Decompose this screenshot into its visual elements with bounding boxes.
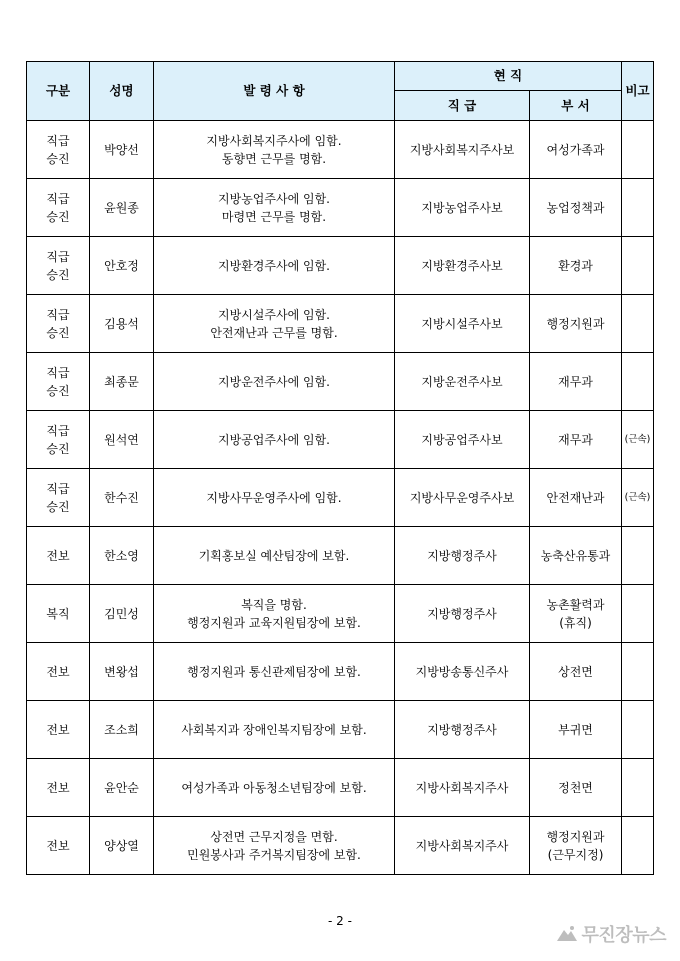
header-name: 성명 (90, 62, 154, 121)
table-row (27, 295, 654, 353)
category-cell: 직급 승진 (27, 179, 90, 237)
rank-cell: 지방행정주사 (395, 585, 530, 643)
table-row (27, 643, 654, 701)
table-row (27, 121, 654, 179)
note-cell (622, 585, 654, 643)
note-cell (622, 817, 654, 875)
name-cell: 안호정 (90, 237, 154, 295)
rank-cell: 지방사무운영주사보 (395, 469, 530, 527)
dept-cell: 안전재난과 (530, 469, 622, 527)
name-cell: 윤안순 (90, 759, 154, 817)
header-current: 현 직 (395, 62, 622, 91)
note-cell (622, 237, 654, 295)
order-cell: 기획홍보실 예산팀장에 보함. (154, 527, 395, 585)
note-cell: (근속) (622, 469, 654, 527)
name-cell: 양상열 (90, 817, 154, 875)
order-cell: 지방운전주사에 임함. (154, 353, 395, 411)
category-cell: 전보 (27, 759, 90, 817)
order-cell: 사회복지과 장애인복지팀장에 보함. (154, 701, 395, 759)
dept-cell: 농업정책과 (530, 179, 622, 237)
name-cell: 최종문 (90, 353, 154, 411)
note-cell (622, 527, 654, 585)
category-cell: 직급 승진 (27, 237, 90, 295)
category-cell: 복직 (27, 585, 90, 643)
order-cell: 지방사무운영주사에 임함. (154, 469, 395, 527)
table-row (27, 469, 654, 527)
mountain-logo-icon (556, 925, 578, 943)
note-cell (622, 353, 654, 411)
name-cell: 김용석 (90, 295, 154, 353)
appointments-table (26, 61, 654, 875)
category-cell: 직급 승진 (27, 411, 90, 469)
note-cell (622, 121, 654, 179)
name-cell: 원석연 (90, 411, 154, 469)
table-header (27, 62, 654, 121)
category-cell: 전보 (27, 527, 90, 585)
order-cell: 행정지원과 통신관제팀장에 보함. (154, 643, 395, 701)
rank-cell: 지방공업주사보 (395, 411, 530, 469)
header-category: 구분 (27, 62, 90, 121)
header-note: 비고 (622, 62, 654, 121)
category-cell: 전보 (27, 701, 90, 759)
note-cell: (근속) (622, 411, 654, 469)
name-cell: 박양선 (90, 121, 154, 179)
rank-cell: 지방행정주사 (395, 701, 530, 759)
order-cell: 지방시설주사에 임함. 안전재난과 근무를 명함. (154, 295, 395, 353)
rank-cell: 지방운전주사보 (395, 353, 530, 411)
category-cell: 전보 (27, 817, 90, 875)
order-cell: 지방환경주사에 임함. (154, 237, 395, 295)
order-cell: 지방공업주사에 임함. (154, 411, 395, 469)
page-number: - 2 - (328, 914, 352, 928)
dept-cell: 부귀면 (530, 701, 622, 759)
order-cell: 여성가족과 아동청소년팀장에 보함. (154, 759, 395, 817)
dept-cell: 상전면 (530, 643, 622, 701)
dept-cell: 농축산유통과 (530, 527, 622, 585)
note-cell (622, 179, 654, 237)
note-cell (622, 701, 654, 759)
table-row (27, 527, 654, 585)
table-row (27, 237, 654, 295)
dept-cell: 재무과 (530, 353, 622, 411)
rank-cell: 지방방송통신주사 (395, 643, 530, 701)
table-row (27, 179, 654, 237)
rank-cell: 지방농업주사보 (395, 179, 530, 237)
order-cell: 복직을 명함. 행정지원과 교육지원팀장에 보함. (154, 585, 395, 643)
table-body (27, 121, 654, 875)
table-row (27, 353, 654, 411)
table-row (27, 701, 654, 759)
name-cell: 윤원종 (90, 179, 154, 237)
dept-cell: 행정지원과 (530, 295, 622, 353)
order-cell: 지방농업주사에 임함. 마령면 근무를 명함. (154, 179, 395, 237)
name-cell: 조소희 (90, 701, 154, 759)
note-cell (622, 643, 654, 701)
order-cell: 지방사회복지주사에 임함. 동향면 근무를 명함. (154, 121, 395, 179)
category-cell: 전보 (27, 643, 90, 701)
dept-cell: 여성가족과 (530, 121, 622, 179)
name-cell: 김민성 (90, 585, 154, 643)
table-row (27, 411, 654, 469)
category-cell: 직급 승진 (27, 121, 90, 179)
name-cell: 한수진 (90, 469, 154, 527)
dept-cell: 정천면 (530, 759, 622, 817)
rank-cell: 지방행정주사 (395, 527, 530, 585)
dept-cell: 환경과 (530, 237, 622, 295)
note-cell (622, 295, 654, 353)
rank-cell: 지방사회복지주사 (395, 817, 530, 875)
header-dept: 부 서 (530, 91, 622, 121)
header-rank: 직 급 (395, 91, 530, 121)
dept-cell: 행정지원과 (근무지정) (530, 817, 622, 875)
name-cell: 한소영 (90, 527, 154, 585)
rank-cell: 지방사회복지주사보 (395, 121, 530, 179)
category-cell: 직급 승진 (27, 469, 90, 527)
watermark-text: 무진장뉴스 (581, 925, 666, 946)
header-order: 발 령 사 항 (154, 62, 395, 121)
dept-cell: 재무과 (530, 411, 622, 469)
order-cell: 상전면 근무지정을 면함. 민원봉사과 주거복지팀장에 보함. (154, 817, 395, 875)
watermark-logo (556, 921, 666, 947)
rank-cell: 지방사회복지주사 (395, 759, 530, 817)
dept-cell: 농촌활력과 (휴직) (530, 585, 622, 643)
table-row (27, 817, 654, 875)
category-cell: 직급 승진 (27, 295, 90, 353)
rank-cell: 지방환경주사보 (395, 237, 530, 295)
table-row (27, 585, 654, 643)
name-cell: 변왕섭 (90, 643, 154, 701)
note-cell (622, 759, 654, 817)
category-cell: 직급 승진 (27, 353, 90, 411)
rank-cell: 지방시설주사보 (395, 295, 530, 353)
table-row (27, 759, 654, 817)
